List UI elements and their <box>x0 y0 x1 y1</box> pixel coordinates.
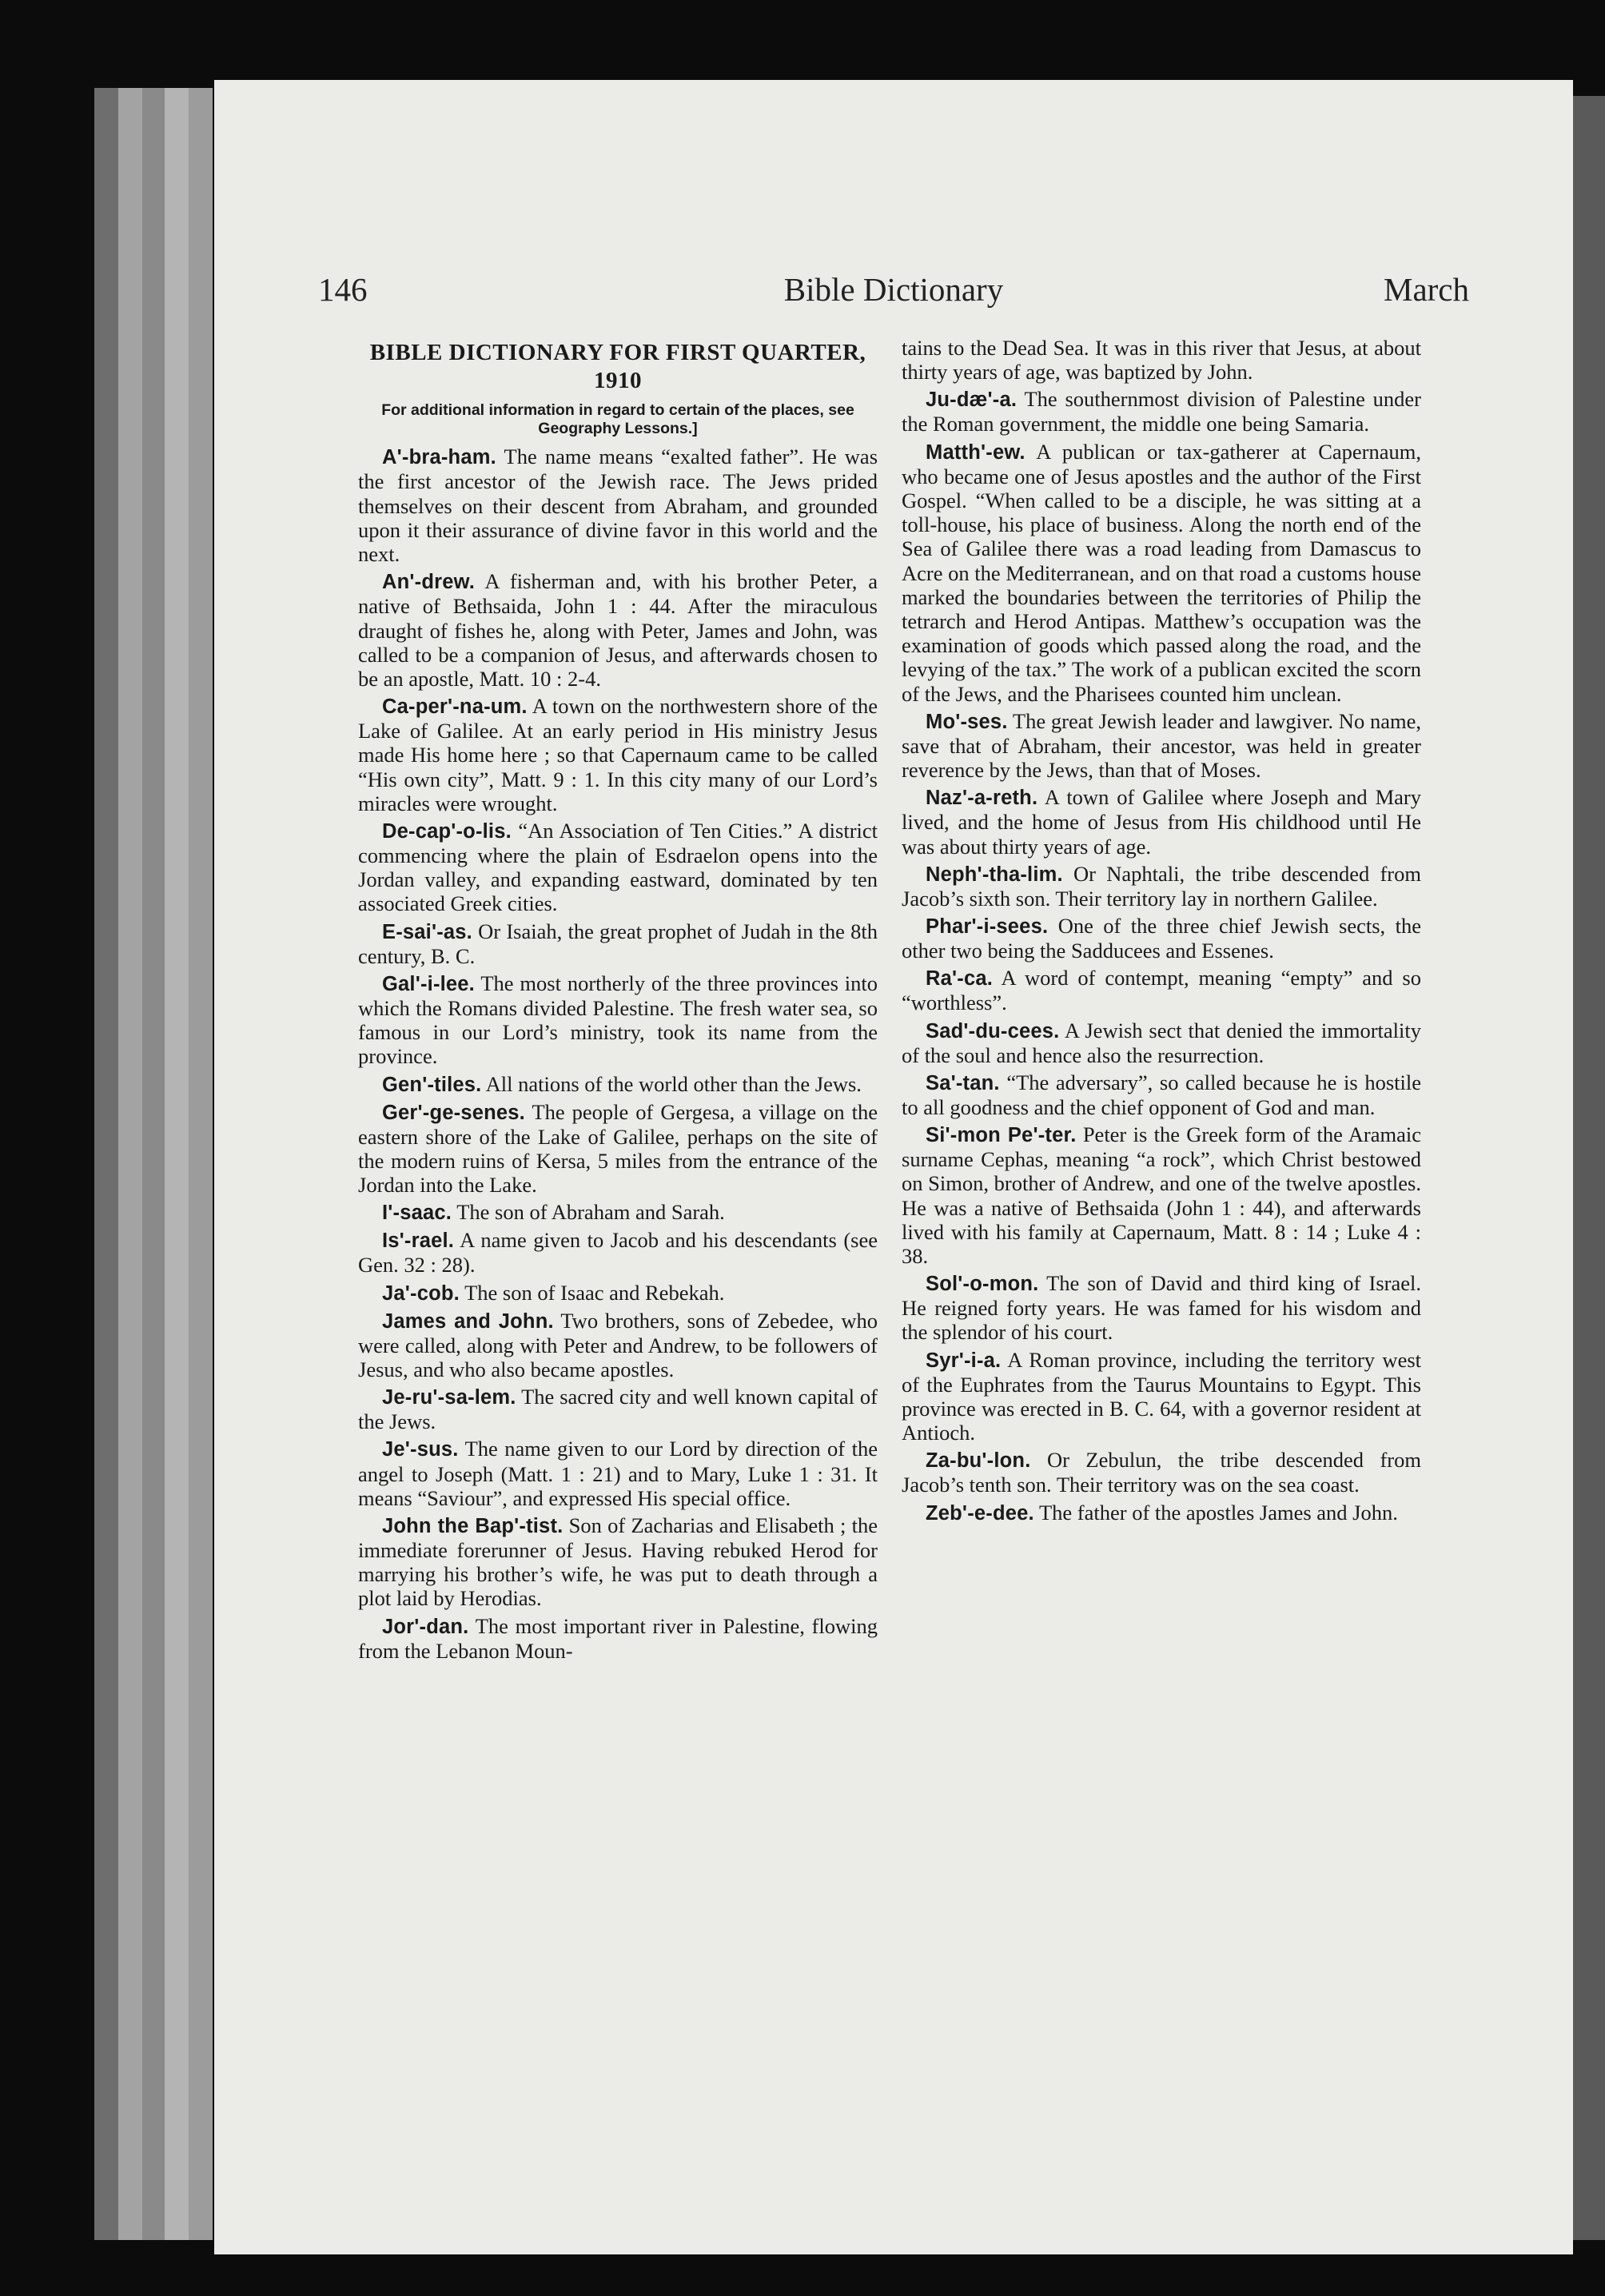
dictionary-entry <box>902 387 1421 436</box>
dictionary-entry <box>358 819 878 916</box>
dictionary-entry <box>358 1281 878 1305</box>
entry-definition: The son of David and third king of Israel. He reigned forty years. He was famed for his wisdom and the splendor of his court. <box>902 1271 1421 1345</box>
entry-term: Ra'-ca. <box>926 967 994 991</box>
dictionary-entry <box>358 569 878 691</box>
page-edge <box>189 88 213 2240</box>
entry-term: Gen'-tiles. <box>382 1073 482 1096</box>
dictionary-entry <box>902 1348 1421 1445</box>
dictionary-entry <box>358 971 878 1069</box>
entry-definition: Or Naphtali, the tribe descended from Jacob’s sixth son. Their territory lay in northern Galilee. <box>902 861 1421 911</box>
entry-term: E-sai'-as. <box>382 920 472 943</box>
entry-term: Ja'-cob. <box>382 1282 460 1305</box>
entry-definition: All nations of the world other than the Jews. <box>485 1071 862 1096</box>
entry-definition: A town on the northwestern shore of the Lake of Galilee. At an early period in His ministry Jesus made His home here ; so that Capernaum came to be called “His own city”, Matt. 9 : 1. In this city many of our Lord’s miracles were wrought. <box>358 694 878 815</box>
dictionary-entry <box>902 785 1421 858</box>
entry-term: Neph'-tha-lim. <box>926 863 1063 886</box>
entry-term: Si'-mon Pe'-ter. <box>926 1124 1077 1147</box>
continuation-text: tains to the Dead Sea. It was in this river that Jesus, at about thirty years of age, was baptized by John. <box>902 336 1421 385</box>
running-month: March <box>1383 271 1469 308</box>
dictionary-entry <box>358 1100 878 1198</box>
entry-term: Jor'-dan. <box>382 1615 469 1638</box>
entry-term: Syr'-i-a. <box>926 1349 1002 1372</box>
entry-term: Sa'-tan. <box>926 1071 1000 1094</box>
entry-term: Is'-rael. <box>382 1230 455 1253</box>
entry-term: Ju-dæ'-a. <box>926 389 1018 412</box>
entry-definition: The name means “exalted father”. He was the first ancestor of the Jewish race. The Jews prided themselves on their descent from Abraham, and grounded upon it their assurance of divine favor in this world and the next. <box>358 444 878 567</box>
dictionary-entry <box>902 1070 1421 1119</box>
entry-definition: Peter is the Greek form of the Aramaic surname Cephas, meaning “a rock”, which Christ bestowed on Simon, brother of Andrew, and one of the twelve apostles. He was a native of Bethsaida (John 1 : 44), and afterwards lived with his family at Capernaum, Matt. 8 : 14 ; Luke 4 : 38. <box>902 1122 1422 1268</box>
entry-term: Zeb'-e-dee. <box>926 1501 1034 1525</box>
dictionary-entry <box>902 966 1421 1014</box>
dictionary-entry <box>358 919 878 968</box>
entry-definition: The most important river in Palestine, flowing from the Lebanon Moun- <box>358 1613 878 1663</box>
entry-term: An'-drew. <box>382 571 476 594</box>
dictionary-entry <box>902 862 1421 911</box>
entry-term: Za-bu'-lon. <box>926 1449 1031 1473</box>
entry-term: James and John. <box>382 1309 554 1333</box>
dictionary-entry <box>358 1072 878 1097</box>
entry-term: I'-saac. <box>382 1202 452 1225</box>
right-column <box>902 336 1421 1529</box>
entry-term: Ca-per'-na-um. <box>382 696 528 719</box>
dictionary-entry <box>358 1228 878 1277</box>
entry-term: De-cap'-o-lis. <box>382 820 512 843</box>
entry-definition: A name given to Jacob and his descendants (see Gen. 32 : 28). <box>358 1228 878 1278</box>
dictionary-entry <box>358 1513 878 1611</box>
entry-term: Matth'-ew. <box>926 440 1026 464</box>
left-entries <box>358 444 878 1663</box>
entry-definition: The sacred city and well known capital of the Jews. <box>358 1385 878 1434</box>
right-entries <box>902 387 1421 1525</box>
entry-definition: Or Isaiah, the great prophet of Judah in the 8th century, B. C. <box>358 919 878 968</box>
entry-definition: Two brothers, sons of Zebedee, who were called, along with Peter and Andrew, to be followers of Jesus, and who also became apostles. <box>358 1308 878 1381</box>
entry-definition: The people of Gergesa, a village on the eastern shore of the Lake of Galilee, perhaps on the site of the modern ruins of Kersa, 5 miles from the entrance of the Jordan into the Lake. <box>358 1099 878 1198</box>
facing-page-edge <box>1573 96 1605 2240</box>
entry-definition: A fisherman and, with his brother Peter, a native of Bethsaida, John 1 : 44. After the miraculous draught of fishes he, along with Peter, James and John, was called to be a companion of Jesus, and afterwards chosen to be an apostle, Matt. 10 : 2-4. <box>358 569 878 691</box>
dictionary-entry <box>902 1271 1421 1344</box>
dictionary-entry <box>358 1385 878 1433</box>
entry-definition: “An Association of Ten Cities.” A district commencing where the plain of Esdraelon opens into the Jordan valley, and expanding eastward, dominated by ten associated Greek cities. <box>358 819 878 916</box>
entry-definition: A word of contempt, meaning “empty” and so “worthless”. <box>902 966 1421 1015</box>
entry-definition: A Jewish sect that denied the immortality of the soul and hence also the resurrection. <box>902 1018 1421 1067</box>
page-edge <box>165 88 189 2240</box>
entry-definition: One of the three chief Jewish sects, the other two being the Sadducees and Essenes. <box>902 913 1422 963</box>
dictionary-entry <box>902 1018 1421 1067</box>
entry-term: Phar'-i-sees. <box>926 915 1049 938</box>
entry-definition: The most northerly of the three provinces into which the Romans divided Palestine. The fresh water sea, so famous in our Lord’s ministry, took its name from the province. <box>358 971 878 1069</box>
entry-term: Ger'-ge-senes. <box>382 1101 525 1124</box>
entry-term: John the Bap'-tist. <box>382 1514 564 1537</box>
entry-term: Je-ru'-sa-lem. <box>382 1386 516 1409</box>
page-number: 146 <box>318 271 368 308</box>
entry-definition: A Roman province, including the territory west of the Euphrates from the Taurus Mountains to Egypt. This province was erected in B. C. 64, with a governor resident at Antioch. <box>902 1347 1422 1445</box>
page-edge <box>118 88 142 2240</box>
entry-definition: The son of Isaac and Rebekah. <box>464 1280 725 1305</box>
entry-definition: A publican or tax-gatherer at Capernaum, who became one of Jesus apostles and the author of the First Gospel. “When called to be a disciple, he was sitting at a toll-house, his place of business. Along the north end of the Sea of Galilee there was a road leading from Damascus to Acre on the Mediterranean, and on that road a customs house marked the boundaries between the territories of Philip the tetrarch and Herod Antipas. Matthew’s occupation was the examination of goods which passed along the road, and the levying of the tax.” The work of a publican excited the scorn of the Jews, and the Pharisees counted him unclean. <box>902 439 1421 706</box>
page-edge <box>94 88 118 2240</box>
entry-definition: Or Zebulun, the tribe descended from Jacob’s tenth son. Their territory was on the sea coast. <box>902 1448 1421 1497</box>
dictionary-entry <box>902 709 1421 782</box>
entry-definition: The great Jewish leader and lawgiver. No name, save that of Abraham, their ancestor, was held in greater reverence by the Jews, than that of Moses. <box>902 708 1421 783</box>
running-head <box>318 270 1469 326</box>
dictionary-entry <box>358 1437 878 1509</box>
entry-term: Je'-sus. <box>382 1438 459 1461</box>
dictionary-entry <box>358 1200 878 1225</box>
dictionary-entry <box>902 1448 1421 1497</box>
dictionary-entry <box>902 1122 1421 1268</box>
entry-term: Gal'-i-lee. <box>382 972 475 995</box>
book-page <box>214 80 1573 2254</box>
entry-term: Sad'-du-cees. <box>926 1019 1060 1042</box>
section-note: For additional information in regard to certain of the places, see Geography Lessons.] <box>381 401 854 437</box>
left-column <box>358 336 878 1666</box>
entry-definition: A town of Galilee where Joseph and Mary lived, and the home of Jesus from His childhood until He was about thirty years of age. <box>902 785 1421 859</box>
dictionary-entry <box>902 914 1421 963</box>
entry-definition: Son of Zacharias and Elisabeth ; the immediate forerunner of Jesus. Having rebuked Herod for marrying his brother’s wife, he was put to death through a plot laid by Herodias. <box>358 1513 878 1611</box>
entry-term: A'-bra-ham. <box>382 446 496 469</box>
entry-definition: The southernmost division of Palestine under the Roman government, the middle one being Samaria. <box>902 387 1421 436</box>
dictionary-entry <box>902 440 1421 706</box>
entry-definition: The father of the apostles James and John. <box>1038 1500 1398 1525</box>
dictionary-entry <box>358 444 878 566</box>
dictionary-entry <box>358 1614 878 1663</box>
page-edge <box>142 88 165 2240</box>
entry-definition: The son of Abraham and Sarah. <box>456 1200 725 1225</box>
dictionary-entry <box>902 1501 1421 1525</box>
dictionary-entry <box>358 1309 878 1381</box>
entry-definition: “The adversary”, so called because he is hostile to all goodness and the chief opponent of God and man. <box>902 1070 1421 1119</box>
entry-definition: The name given to our Lord by direction of the angel to Joseph (Matt. 1 : 21) and to Mary, Luke 1 : 31. It means “Saviour”, and expressed His special office. <box>358 1437 878 1510</box>
running-title: Bible Dictionary <box>783 271 1004 308</box>
entry-term: Mo'-ses. <box>926 710 1008 733</box>
entry-term: Sol'-o-mon. <box>926 1273 1039 1296</box>
section-title: BIBLE DICTIONARY FOR FIRST QUARTER, 1910 <box>369 340 866 393</box>
dictionary-entry <box>358 694 878 815</box>
entry-term: Naz'-a-reth. <box>926 787 1038 810</box>
